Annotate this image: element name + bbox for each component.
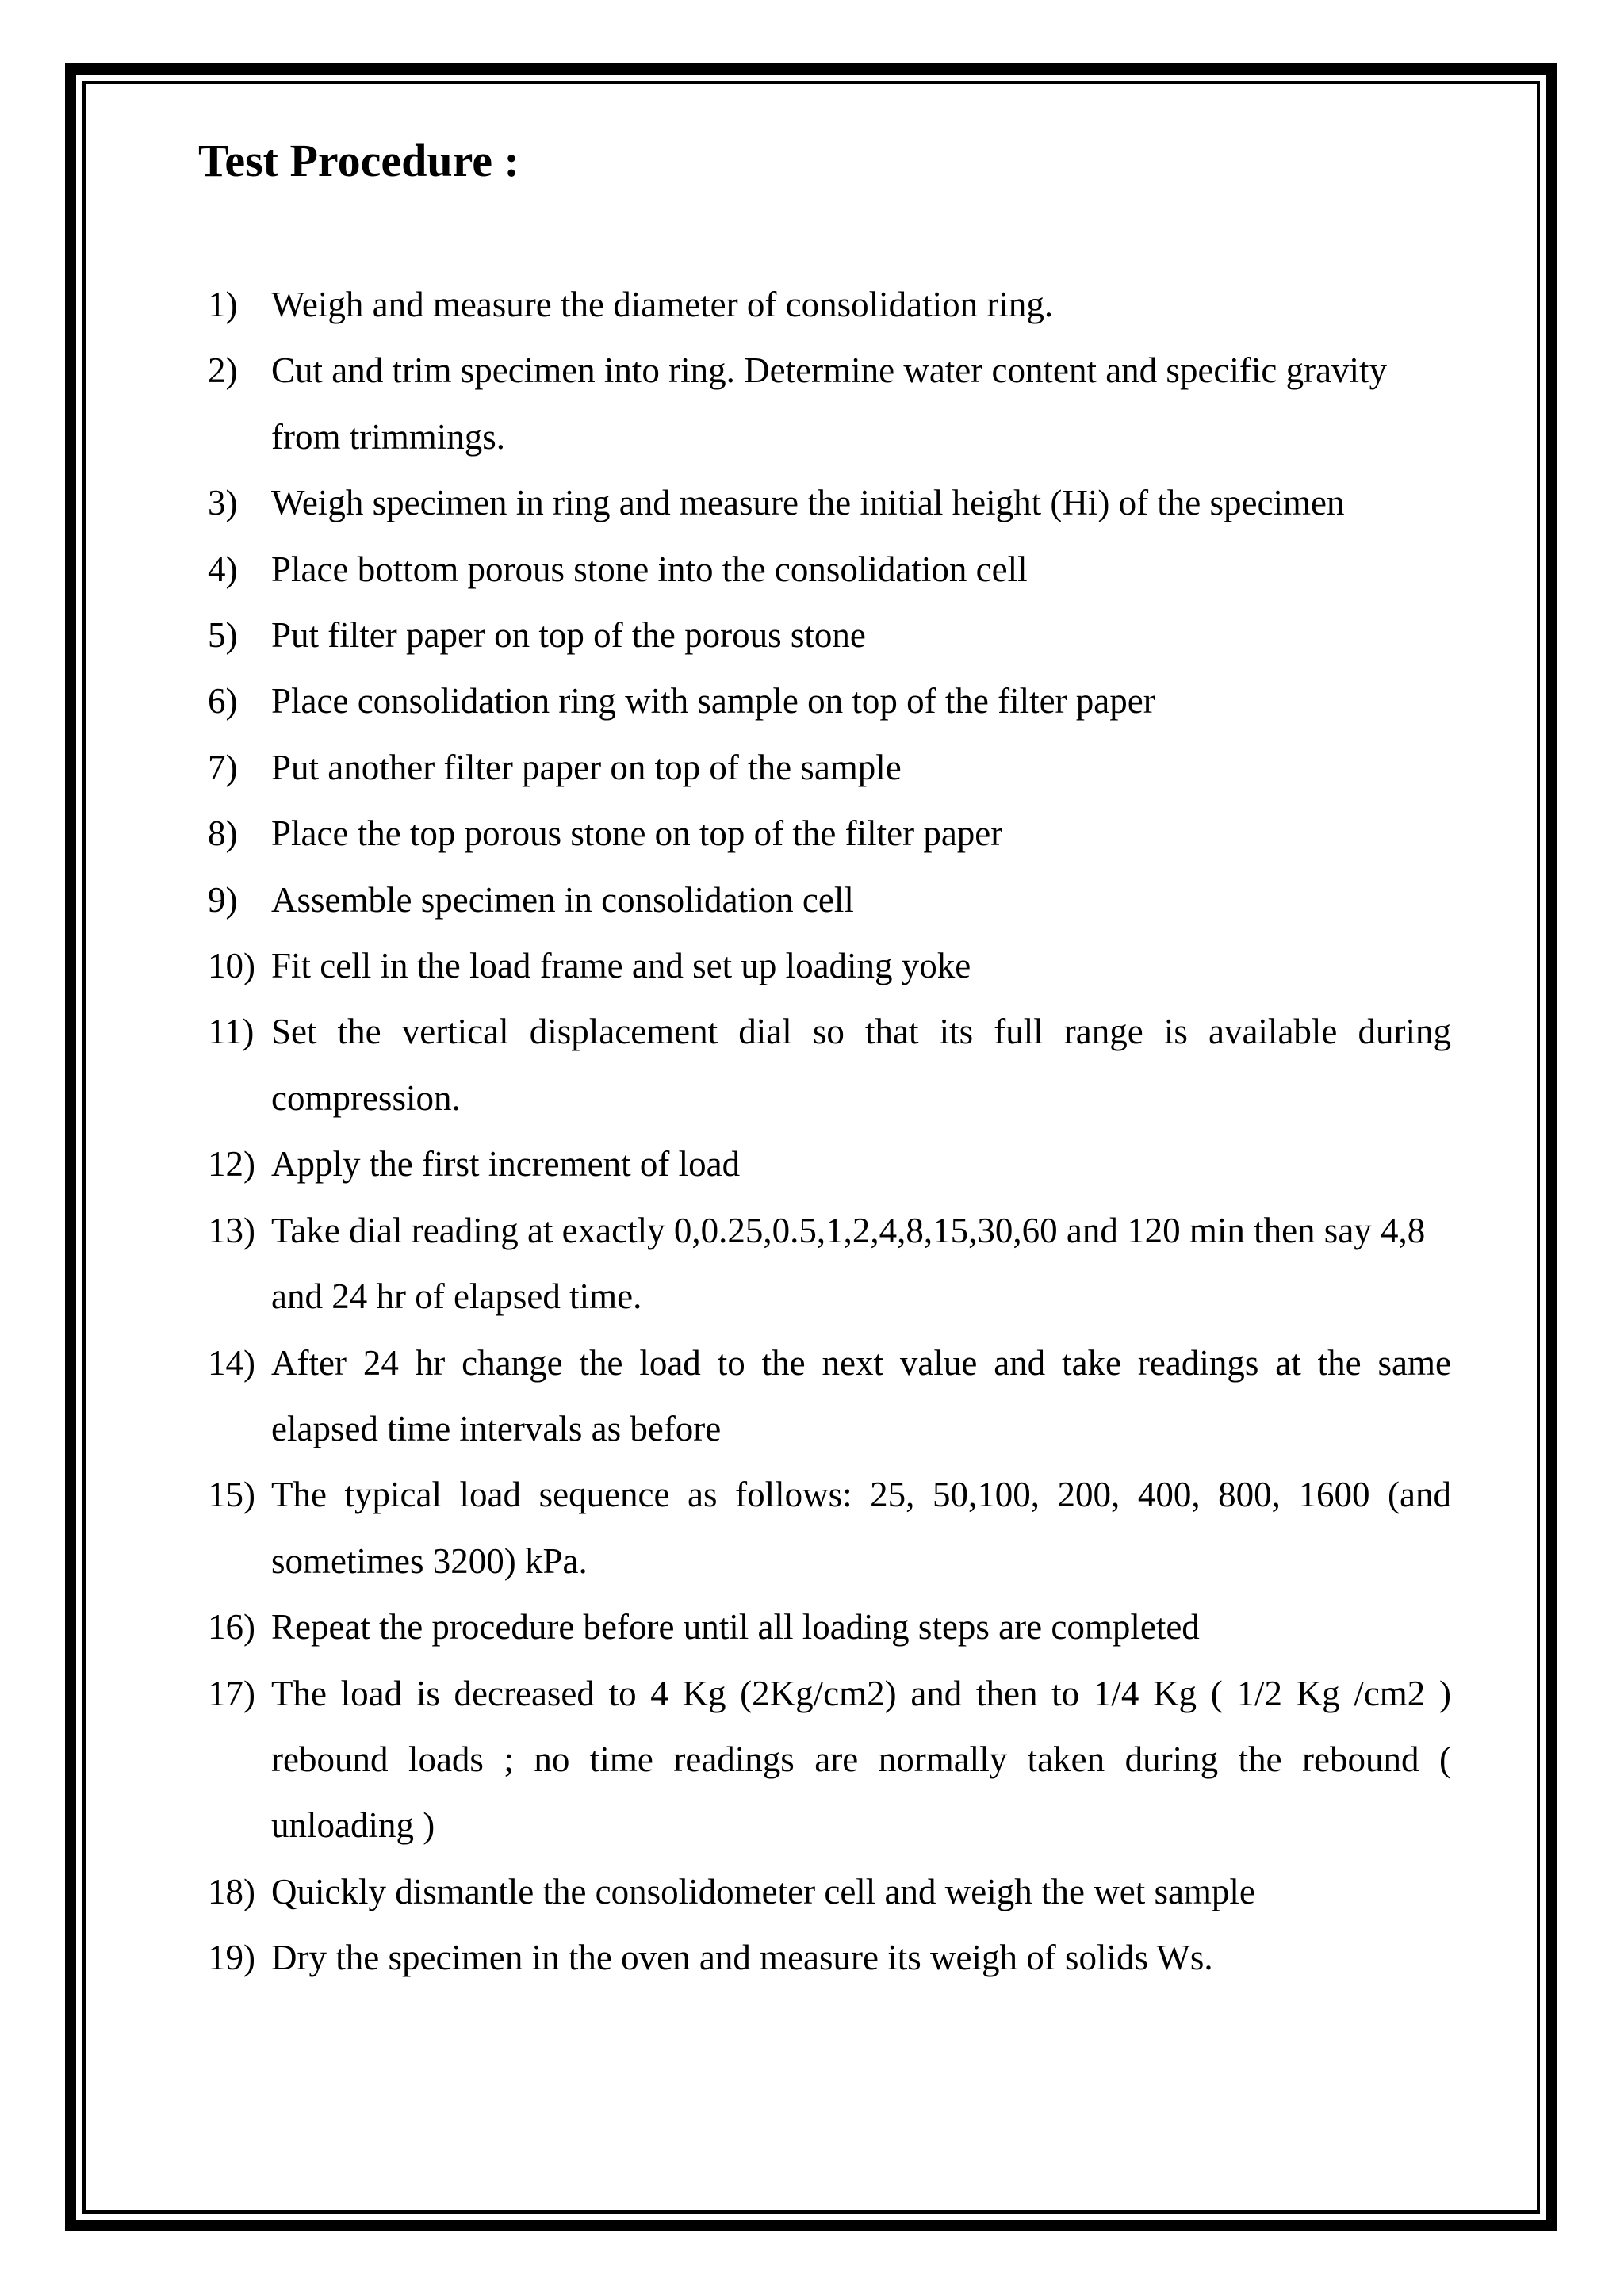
step-text: Repeat the procedure before until all loading steps are completed (271, 1607, 1200, 1647)
procedure-step (208, 1594, 1451, 1660)
step-number: 10) (208, 946, 255, 986)
step-text: Place bottom porous stone into the consolidation cell (271, 549, 1028, 589)
step-number: 18) (208, 1871, 255, 1911)
step-text: The load is decreased to 4 Kg (2Kg/cm2) and then to 1/4 Kg ( 1/2 Kg /cm2 ) rebound loads ; no time readings are normally taken during the rebound ( unloading ) (271, 1673, 1451, 1846)
procedure-step (208, 338, 1451, 470)
step-text: Set the vertical displacement dial so that its full range is available during compression. (271, 1012, 1451, 1118)
step-text: Dry the specimen in the oven and measure its weigh of solids Ws. (271, 1938, 1213, 1978)
procedure-step (208, 867, 1451, 933)
step-number: 19) (208, 1938, 255, 1978)
step-number: 3) (208, 483, 238, 523)
procedure-step (208, 999, 1451, 1131)
procedure-step (208, 1462, 1451, 1594)
step-number: 1) (208, 285, 238, 324)
procedure-step (208, 1131, 1451, 1197)
procedure-step (208, 1330, 1451, 1463)
procedure-step (208, 603, 1451, 668)
step-number: 16) (208, 1607, 255, 1647)
step-number: 13) (208, 1210, 255, 1250)
step-number: 4) (208, 549, 238, 589)
step-text: Weigh and measure the diameter of consolidation ring. (271, 285, 1054, 324)
procedure-step (208, 1198, 1451, 1330)
step-text: After 24 hr change the load to the next value and take readings at the same elapsed time intervals as before (271, 1342, 1451, 1448)
procedure-step (208, 1859, 1451, 1925)
step-number: 8) (208, 813, 238, 854)
procedure-step (208, 801, 1451, 867)
procedure-list (208, 272, 1451, 1992)
step-text: Place the top porous stone on top of the filter paper (271, 813, 1003, 854)
step-text: Put filter paper on top of the porous stone (271, 615, 866, 656)
step-text: The typical load sequence as follows: 25, 50,100, 200, 400, 800, 1600 (and sometimes 3200) kPa. (271, 1475, 1451, 1581)
step-number: 7) (208, 747, 238, 787)
step-number: 12) (208, 1144, 255, 1184)
procedure-step (208, 272, 1451, 338)
step-number: 2) (208, 350, 238, 391)
step-text: Fit cell in the load frame and set up loading yoke (271, 946, 971, 986)
step-text: Cut and trim specimen into ring. Determine water content and specific gravity from trimmings. (271, 350, 1388, 457)
procedure-step (208, 1661, 1451, 1859)
step-number: 17) (208, 1673, 255, 1713)
step-text: Assemble specimen in consolidation cell (271, 879, 854, 920)
procedure-step (208, 1925, 1451, 1991)
procedure-step (208, 470, 1451, 536)
step-text: Place consolidation ring with sample on top of the filter paper (271, 681, 1155, 721)
procedure-step (208, 668, 1451, 734)
step-text: Take dial reading at exactly 0,0.25,0.5,1,2,4,8,15,30,60 and 120 min then say 4,8 and 24 hr of elapsed time. (271, 1210, 1426, 1317)
step-number: 9) (208, 879, 238, 920)
step-number: 15) (208, 1475, 255, 1515)
step-number: 5) (208, 615, 238, 656)
procedure-step (208, 537, 1451, 603)
step-text: Weigh specimen in ring and measure the initial height (Hi) of the specimen (271, 483, 1345, 523)
step-text: Put another filter paper on top of the sample (271, 747, 902, 787)
procedure-step (208, 735, 1451, 801)
procedure-step (208, 933, 1451, 999)
step-text: Quickly dismantle the consolidometer cell and weigh the wet sample (271, 1871, 1255, 1911)
step-number: 11) (208, 1012, 255, 1052)
step-number: 14) (208, 1342, 255, 1383)
page-heading: Test Procedure : (198, 135, 519, 186)
step-text: Apply the first increment of load (271, 1144, 741, 1184)
step-number: 6) (208, 681, 238, 721)
